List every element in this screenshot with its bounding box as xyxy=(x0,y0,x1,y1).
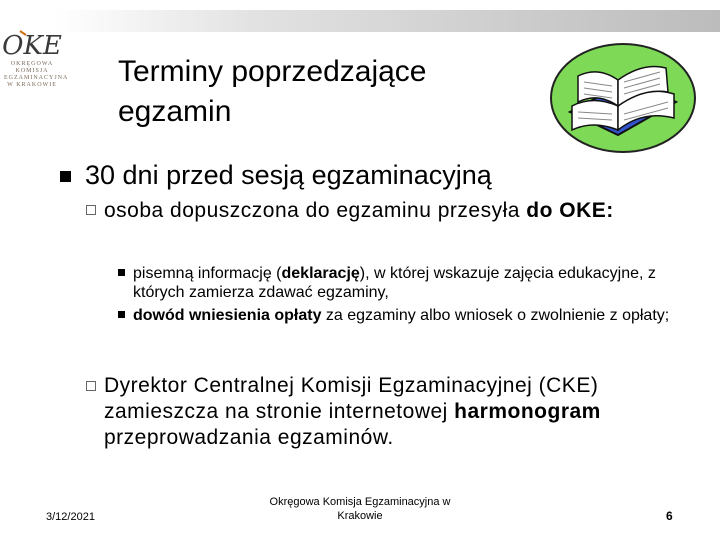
bullet-bold-text: dowód wniesienia opłaty xyxy=(133,307,322,324)
bullet-bold-text: do OKE: xyxy=(526,199,614,222)
bullet-text: pisemną informację ( xyxy=(133,265,282,282)
bullet-text: Dyrektor Centralnej Komisji Egzaminacyjnej (CKE) zamieszcza na stronie internetowej xyxy=(104,374,599,423)
open-book-icon xyxy=(548,40,698,156)
bullet-level1-text: 30 dni przed sesją egzaminacyjną xyxy=(85,160,492,190)
bullet-level3-text xyxy=(133,306,693,325)
oke-logo-mark: OKE xyxy=(2,31,62,61)
footer-organization xyxy=(230,495,490,523)
bullet-level2-a-text xyxy=(104,197,614,225)
header-gradient-bar xyxy=(55,10,720,32)
square-bullet-icon xyxy=(118,269,125,276)
logo-line: OKRĘGOWA xyxy=(10,61,54,67)
square-bullet-icon xyxy=(60,171,71,182)
slide-title-line: Terminy poprzedzające xyxy=(118,55,427,88)
page-number: 6 xyxy=(666,509,673,523)
slide-title xyxy=(118,52,426,132)
bullet-level3-text xyxy=(133,264,693,302)
oke-logo xyxy=(2,28,69,94)
bullet-text: za egzaminy albo wniosek o zwolnienie z opłaty; xyxy=(321,307,670,324)
bullet-bold-text: deklarację xyxy=(281,265,360,282)
bullet-text: przeprowadzania egzaminów. xyxy=(104,426,394,449)
bullet-bold-text: harmonogram xyxy=(454,400,601,423)
bullet-text: osoba dopuszczona do egzaminu przesyła xyxy=(104,199,527,222)
oke-logo-text xyxy=(4,61,69,89)
oke-logo-mark-icon xyxy=(2,28,62,61)
logo-line: EGZAMINACYJNA xyxy=(4,75,69,81)
footer-org-line: Okręgowa Komisja Egzaminacyjna w xyxy=(269,496,451,508)
bullet-level2-b-text xyxy=(104,373,684,451)
logo-line: W KRAKOWIE xyxy=(7,82,57,88)
footer-org-line: Krakowie xyxy=(337,510,383,522)
slide-title-line: egzamin xyxy=(118,95,232,128)
bullet-text: ), w której wskazuje zajęcia edukacyjne, z których zamierza zdawać egzaminy, xyxy=(133,265,656,301)
square-bullet-icon xyxy=(118,311,125,318)
logo-line: KOMISJA xyxy=(15,68,49,74)
footer-date: 3/12/2021 xyxy=(46,511,95,523)
hollow-square-bullet-icon xyxy=(86,381,96,391)
hollow-square-bullet-icon xyxy=(86,205,96,215)
